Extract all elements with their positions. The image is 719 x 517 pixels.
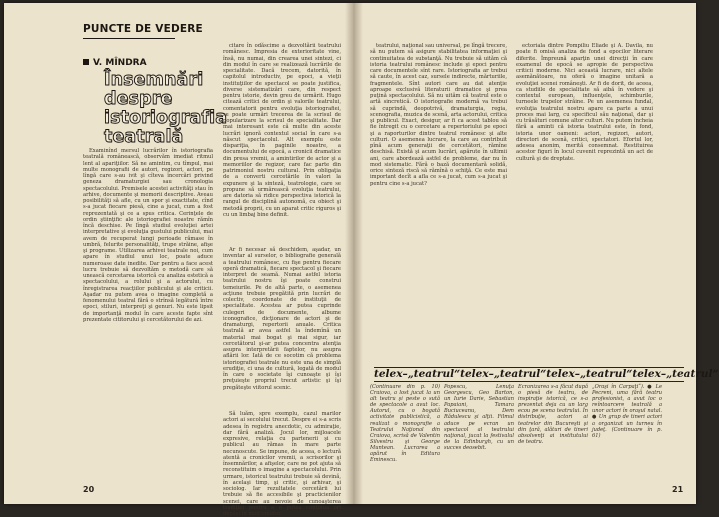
article-title <box>104 71 239 147</box>
title-line: despre <box>104 89 173 109</box>
text-column <box>516 43 653 361</box>
author-name: V. MÎNDRA <box>93 58 147 68</box>
body-text: ectoriala dintre Pompiliu Eliade şi A. Davila, nu poate fi omisă analiza de fond a epocilor literare diferite. Împreună aparţin unei direcţii în care examenul de epocă se apropie de perspectiva criticii moderne. Nici această lucrare, nici altele asemănătoare, nu oferă o imagine unitară a evoluţiei scenei româneşti. Ar fi de dorit, de aceea, ca studiile de specialitate să aibă în vedere şi contextul european, influenţele, schimburile, turneele trupelor străine. Pe un asemenea fundal, evoluţia teatrului nostru apare ca parte a unui proces mai larg, cu specificul său naţional, dar şi cu trăsături comune altor culturi. Nu putem încheia fără a aminti că istoria teatrului este, în fond, istoria unor oameni: actori, regizori, autori, directori de scenă, critici, spectatori. Efortul lor, adesea anonim, merită consemnat. Restituirea acestor figuri în locul cuvenit reprezintă un act de cultură şi de dreptate. <box>516 43 653 162</box>
telex-column <box>592 384 662 484</box>
telex-banner: telex–„teatrul“telex–„teatrul“telex–„teatrul“telex–„teatrul“ <box>374 368 719 380</box>
left-page <box>4 3 350 517</box>
telex-text: „Oraşi în Carpaţi“). ● Le Pecreni, uma fără teatru profesionist, a avut loc o reîntoarcere teatrală a unor actori în oraşul natal. ● Un grup de tineri actori a organizat un turneu în judeţ. (Continuare în p. 61) <box>592 384 662 439</box>
right-page <box>356 3 719 504</box>
telex-text: Popescu, Lenuţa Georgescu, Geo Barton, un Iurie Darie, Sebastian Papaiani, Tamara Buciuceanu, Dem Rădulescu şi alţii. Filmul aduce pe ecran un spectacol al teatrului naţional, jucat la festivalul de la Edinburgh, cu un succes deosebit. <box>444 384 514 451</box>
text-column <box>223 411 341 517</box>
title-line: teatrală <box>104 127 184 147</box>
telex-text: (Continuare din p. 10) Craiova, a lost jucat la un alt teatru şi peste o sută de spectacole a avut loc. Autorul, cu o bogată activitate publicistică, a realizat o monografie a Teatrului Naţional din Craiova, scrisă de Valentin Silvestru şi George Muntean. Lucrarea a apărut în Editura Eminescu. <box>370 384 440 464</box>
title-line: Însemnări <box>104 70 204 90</box>
section-heading: PUNCTE DE VEDERE <box>83 23 175 39</box>
page-number: 20 <box>83 485 95 494</box>
body-text: Examinînd mersul lucrărilor în istoriografia teatrală românească, observăm imediat ritmul lent al apariţiilor. Să ne amintim, cu tîmpul, mai multe monografii de autori, regizori, actori, pe lîngă care s-au ivit şi cîteva încercări privind geneza dramaturgiei sau cronologia spectacolului. Premisele acestei activităţi stau în arhive, documente şi memorii descriptive. Aveau posibilităţi să afle, cu un spor şi exactitate, cînd s-a jucat fiecare piesă, cine a jucat, cum a fost reprezentată şi ce a spus critica. Cerinţele de ordin ştiinţific ale istoriografiei noastre rămîn încă deschise. Pe lîngă studiul evoluţiei artei interpretative şi evoluţia gustului publicului, mai avem de recuperat lungi perioade rămase în umbră, felurite personalităţi, trupe străine, afişe şi programe. Utilizarea arhivei teatrale noi, cum apare în studiul unui loc, poate aduce numeroase date inedite. Dar pentru a face acest lucru trebuie să dezvoltăm o metodă care să unească cercetarea istorică cu analiza estetică a spectacolului, a rolului şi a actorului, cu înregistrarea reacţiilor publicului şi ale criticii. Aşadar nu putem avea o imagine completă a fenomenului teatral fără o strînsă legătură între epoci, stiluri, interpreţi şi genuri. Nu este lipsit de importanţă modul în care aceste fapte sînt prezentate cititorului şi cercetătorului de azi. <box>83 148 213 323</box>
telex-column <box>518 384 588 484</box>
text-column <box>223 247 341 407</box>
body-text: Ar fi necesar să deschidem, aşadar, un inventar al surselor, o bibliografie generală a teatrului românesc, cu fişe pentru fiecare operă dramatică, fiecare spectacol şi fiecare interpret de seamă. Numai astfel istoria teatrului nostru îşi poate construi temeiurile. Pe de altă parte, o asemenea acţiune trebuie pregătită prin lucrări de colectiv, coordonate de instituţii de specialitate. Acestea ar putea cuprinde culegeri de documente, albume iconografice, dicţionare de actori şi de dramaturgi, repertorii anuale. Critica teatrală ar avea astfel la îndemînă un material mai bogat şi mai sigur, iar cercetătorul şi-ar putea concentra atenţia asupra interpretării faptelor, nu asupra aflării lor. Iată de ce socotim că problema istoriografiei teatrale nu este una de simplă erudiţie, ci una de cultură, legată de modul în care o societate îşi cunoaşte şi îşi preţuieşte propriul trecut artistic şi îşi pregăteşte viitorul scenic. <box>223 247 341 391</box>
body-text: Să luăm, spre exemplu, cazul marilor actori ai secolului trecut. Despre ei s-a scris adesea în registru anecdotic, cu admiraţie, dar fără analiză. Jocul lor, mijloacele expresive, relaţia cu partenerii şi cu publicul au rămas în mare parte necunoscute. Se impune, de aceea, o lectură atentă a cronicilor vremii, a scrisorilor şi însemnărilor, a afişelor, care ne pot ajuta să reconstituim o imagine a spectacolului. Prin urmare, istoricul teatrului trebuie să devină, în acelaşi timp, şi critic, şi arhivar, şi sociolog. Iar rezultatele cercetării lui trebuie să fie accesibile şi practicienilor scenei, care au nevoie de cunoaşterea tradiţiei pentru a o putea continua ori depăşi în mod creator. <box>223 411 341 517</box>
telex-column <box>444 384 514 484</box>
title-line: istoriografia <box>104 108 228 128</box>
page-number: 21 <box>672 485 684 494</box>
body-text: citare în odăscime a dezvoltării teatrului românesc. Impresia de exterioritate vine, însă, nu numai, din crearea unei sintezi, ci din modul în care se realizează lucrările de specialitate. Dacă trecem, datorită, în capitolul introductiv, pe epoci, a vieţii instituţiilor de spectacol se poate justifica, diverse sistematizări care, din respect pentru istorie, devin greu de urmărit. Hugo citează critici de ordin şi valorile teatrului, comentatorii pentru evoluţia istoriografiei, se poate urmări trecerea de la scrisul de popularizare la scrisul de specialitate. Dar mai interesant este că multe din aceste lucrări ignoră contextul social în care s-a născut spectacolul. Alt exemplu este dispariţia, în paginile noastre, a documentului de epocă, a cronicii dramatice din presa vremii, a amintirilor de actor şi a memoriilor de regizor, care fac parte din patrimoniul nostru cultural. Prin obligaţia de a converti cercetările în valori la expunere şi la sinteză, teatrologie, care se propune să urmărească evoluţia teatrului, are datoria să ridice perspectiva istorică la rangul de disciplină autonomă, cu obiect şi metodă proprii, cu un aparat critic riguros şi cu un limbaj bine definit. <box>223 43 342 218</box>
telex-column <box>370 384 440 484</box>
text-column <box>370 43 507 361</box>
text-column <box>83 148 213 478</box>
text-column <box>223 43 341 243</box>
body-text: teatrului, naţional sau universal, pe lîngă trecere, să nu putem să asigure stabilitatea informaţiei şi continuitatea de substanţă. Nu trebuie să uităm că istoria teatrului românesc include şi epoci pentru care documentele sînt rare. Istoriografia ar trebui să caute, în acest caz, sursele indirecte, mărturiile, fragmentele. Sînt autori care au dat atenţie aproape exclusivă literaturii dramatice şi prea puţină spectacolului. Să nu uităm că teatrul este o artă sincretică. O istoriografie modernă va trebui să cuprindă, deopotrivă, dramaturgia, regia, scenografia, muzica de scenă, arta actorului, critica şi publicul. Exact, desigur, ar fi ca acest tablou să fie întregit cu o cercetare a repertoriului pe epoci şi a raporturilor dintre teatrul românesc şi alte culturi. O asemenea lucrare, la care au contribuit pînă acum generaţii de cercetători, rămîne deschisă. Există şi acum lucrări, apărute în ultimii ani, care abordează astfel de probleme, dar nu în mod sistematic. Fără o bază documentară solidă, orice sinteză riscă să rămînă o schiţă. Ce este mai important decît a afla ce s-a jucat, cum s-a jucat şi pentru cine s-a jucat? <box>370 43 507 187</box>
magazine-spread <box>4 3 719 517</box>
author-byline <box>83 58 147 68</box>
telex-text: Ecranizarea s-a făcut după o piesă de teatru, de inspiraţie istorică, ce s-a prezentat deja cu un larg ecou pe scena teatrului. În distribuţie, actori ai teatrelor din Bucureşti şi din ţară, alături de tineri absolvenţi ai institutului de teatru. <box>518 384 588 445</box>
bullet-square-icon <box>83 59 89 65</box>
